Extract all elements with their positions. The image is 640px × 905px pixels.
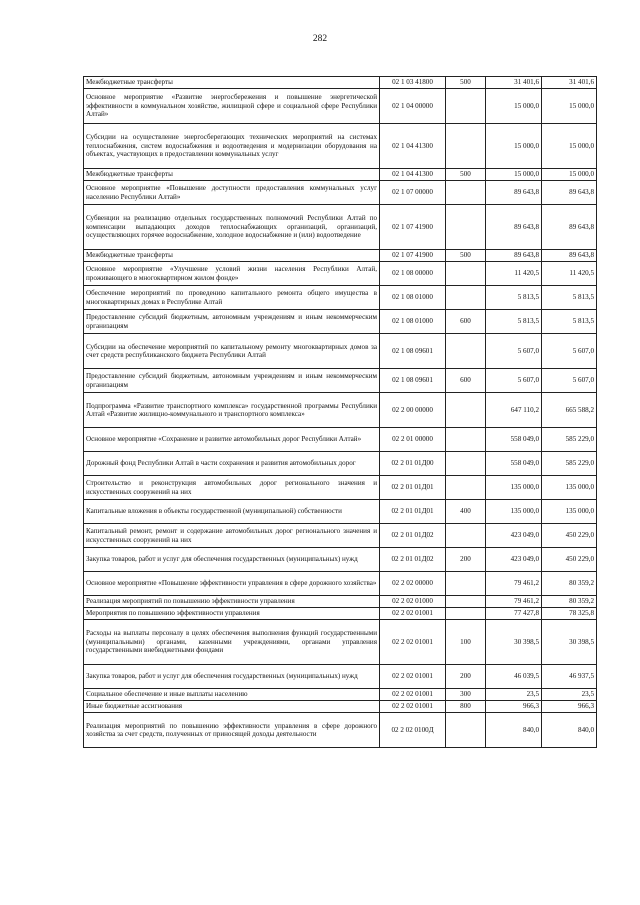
row-name-cell: Закупка товаров, работ и услуг для обеспечения государственных (муниципальных) нужд [84,665,380,689]
row-expense-type-cell: 600 [446,310,486,334]
table-row [84,181,597,205]
row-name-cell: Межбюджетные трансферты [84,77,380,89]
row-code-cell: 02 1 04 41300 [380,124,446,169]
row-amount-second-year-cell: 31 401,6 [542,77,597,89]
row-amount-second-year-cell: 89 643,8 [542,205,597,250]
table-row [84,713,597,748]
row-name-cell: Основное мероприятие «Развитие энергосбережения и повышение энергетической эффективности в коммунальном хозяйстве, жилищной сфере и социальной сфере Республики Алтай» [84,89,380,124]
row-expense-type-cell [446,124,486,169]
row-name-cell: Межбюджетные трансферты [84,169,380,181]
row-code-cell: 02 2 01 01Д02 [380,548,446,572]
row-code-cell: 02 1 04 00000 [380,89,446,124]
row-name-cell: Реализация мероприятий по повышению эффективности управления [84,596,380,608]
row-name-cell: Основное мероприятие «Повышение доступности предоставления коммунальных услуг населению Республики Алтай» [84,181,380,205]
row-amount-first-year-cell: 46 039,5 [486,665,542,689]
row-name-cell: Дорожный фонд Республики Алтай в части сохранения и развития автомобильных дорог [84,452,380,476]
row-code-cell: 02 1 04 41300 [380,169,446,181]
row-amount-first-year-cell: 15 000,0 [486,89,542,124]
budget-table-body [84,77,597,748]
row-name-cell: Социальное обеспечение и иные выплаты населению [84,689,380,701]
row-code-cell: 02 1 07 41900 [380,250,446,262]
row-name-cell: Основное мероприятие «Повышение эффективности управления в сфере дорожного хозяйства» [84,572,380,596]
table-row [84,310,597,334]
table-row [84,548,597,572]
row-expense-type-cell [446,181,486,205]
row-expense-type-cell: 500 [446,250,486,262]
row-name-cell: Предоставление субсидий бюджетным, автономным учреждениям и иным некоммерческим организациям [84,310,380,334]
table-row [84,572,597,596]
row-amount-first-year-cell: 15 000,0 [486,124,542,169]
row-amount-second-year-cell: 135 000,0 [542,476,597,500]
row-name-cell: Межбюджетные трансферты [84,250,380,262]
row-code-cell: 02 2 01 01Д01 [380,500,446,524]
row-code-cell: 02 2 00 00000 [380,393,446,428]
table-row [84,205,597,250]
row-amount-second-year-cell: 89 643,8 [542,181,597,205]
row-expense-type-cell [446,89,486,124]
table-row [84,369,597,393]
row-code-cell: 02 1 07 00000 [380,181,446,205]
table-row [84,89,597,124]
row-amount-second-year-cell: 23,5 [542,689,597,701]
row-expense-type-cell [446,334,486,369]
row-amount-first-year-cell: 89 643,8 [486,181,542,205]
table-row [84,286,597,310]
row-amount-second-year-cell: 585 229,0 [542,452,597,476]
row-code-cell: 02 1 08 01000 [380,286,446,310]
row-amount-first-year-cell: 31 401,6 [486,77,542,89]
row-amount-second-year-cell: 5 813,5 [542,286,597,310]
row-amount-first-year-cell: 423 049,0 [486,548,542,572]
row-amount-first-year-cell: 15 000,0 [486,169,542,181]
row-amount-first-year-cell: 89 643,8 [486,250,542,262]
row-name-cell: Предоставление субсидий бюджетным, автономным учреждениям и иным некоммерческим организациям [84,369,380,393]
row-amount-second-year-cell: 15 000,0 [542,89,597,124]
table-row [84,334,597,369]
row-code-cell: 02 2 02 01001 [380,620,446,665]
row-amount-first-year-cell: 647 110,2 [486,393,542,428]
row-code-cell: 02 1 08 01000 [380,310,446,334]
row-expense-type-cell: 200 [446,548,486,572]
table-row [84,250,597,262]
row-expense-type-cell: 500 [446,77,486,89]
row-code-cell: 02 2 01 01Д00 [380,452,446,476]
row-amount-first-year-cell: 423 049,0 [486,524,542,548]
row-name-cell: Капитальные вложения в объекты государственной (муниципальной) собственности [84,500,380,524]
row-expense-type-cell: 800 [446,701,486,713]
row-amount-second-year-cell: 80 359,2 [542,596,597,608]
row-amount-second-year-cell: 840,0 [542,713,597,748]
row-name-cell: Мероприятия по повышению эффективности управления [84,608,380,620]
row-code-cell: 02 2 01 00000 [380,428,446,452]
row-name-cell: Иные бюджетные ассигнования [84,701,380,713]
budget-table [83,76,597,748]
row-amount-second-year-cell: 5 813,5 [542,310,597,334]
row-amount-second-year-cell: 15 000,0 [542,124,597,169]
row-name-cell: Основное мероприятие «Сохранение и развитие автомобильных дорог Республики Алтай» [84,428,380,452]
row-amount-first-year-cell: 558 049,0 [486,452,542,476]
row-code-cell: 02 1 03 41800 [380,77,446,89]
row-code-cell: 02 1 08 09601 [380,369,446,393]
table-row [84,608,597,620]
row-code-cell: 02 1 08 00000 [380,262,446,286]
row-amount-first-year-cell: 5 813,5 [486,286,542,310]
row-amount-first-year-cell: 5 607,0 [486,369,542,393]
row-amount-second-year-cell: 135 000,0 [542,500,597,524]
row-amount-second-year-cell: 89 643,8 [542,250,597,262]
row-expense-type-cell: 500 [446,169,486,181]
row-amount-first-year-cell: 135 000,0 [486,476,542,500]
page-number: 282 [312,34,328,44]
table-row [84,262,597,286]
row-code-cell: 02 2 02 01001 [380,608,446,620]
table-row [84,689,597,701]
row-amount-first-year-cell: 23,5 [486,689,542,701]
row-amount-second-year-cell: 665 588,2 [542,393,597,428]
row-name-cell: Субсидии на осуществление энергосберегающих технических мероприятий на системах теплоснабжения, систем водоснабжения и водоотведения и модернизации оборудования на объектах, участвующих в предоставлении коммунальных услуг [84,124,380,169]
row-expense-type-cell: 600 [446,369,486,393]
row-code-cell: 02 1 07 41900 [380,205,446,250]
row-expense-type-cell [446,713,486,748]
row-amount-first-year-cell: 89 643,8 [486,205,542,250]
row-code-cell: 02 2 02 01001 [380,701,446,713]
row-code-cell: 02 2 01 01Д02 [380,524,446,548]
table-row [84,452,597,476]
row-name-cell: Расходы на выплаты персоналу в целях обеспечения выполнения функций государственными (муниципальными) органами, казенными учреждениями, органами управления государственными внебюджетными фондами [84,620,380,665]
row-expense-type-cell [446,572,486,596]
row-code-cell: 02 2 02 01001 [380,665,446,689]
row-amount-second-year-cell: 46 937,5 [542,665,597,689]
row-expense-type-cell [446,524,486,548]
row-amount-first-year-cell: 79 461,2 [486,596,542,608]
row-amount-first-year-cell: 11 420,5 [486,262,542,286]
row-expense-type-cell [446,262,486,286]
table-row [84,701,597,713]
row-amount-second-year-cell: 5 607,0 [542,334,597,369]
row-expense-type-cell: 100 [446,620,486,665]
table-row [84,524,597,548]
row-amount-second-year-cell: 78 325,8 [542,608,597,620]
table-row [84,665,597,689]
row-name-cell: Капитальный ремонт, ремонт и содержание автомобильных дорог регионального значения и искусственных сооружений на них [84,524,380,548]
row-expense-type-cell: 400 [446,500,486,524]
row-code-cell: 02 2 02 0100Д [380,713,446,748]
row-expense-type-cell [446,428,486,452]
table-row [84,77,597,89]
table-row [84,428,597,452]
row-amount-second-year-cell: 585 229,0 [542,428,597,452]
row-name-cell: Субсидии на обеспечение мероприятий по капитальному ремонту многоквартирных домов за счет средств республиканского бюджета Республики Алтай [84,334,380,369]
row-amount-second-year-cell: 966,3 [542,701,597,713]
row-code-cell: 02 2 02 01001 [380,689,446,701]
row-amount-first-year-cell: 558 049,0 [486,428,542,452]
table-row [84,124,597,169]
row-amount-first-year-cell: 79 461,2 [486,572,542,596]
row-code-cell: 02 1 08 09601 [380,334,446,369]
row-expense-type-cell [446,286,486,310]
row-amount-second-year-cell: 30 398,5 [542,620,597,665]
row-amount-second-year-cell: 80 359,2 [542,572,597,596]
table-row [84,393,597,428]
table-row [84,620,597,665]
row-amount-first-year-cell: 840,0 [486,713,542,748]
row-expense-type-cell [446,476,486,500]
table-row [84,596,597,608]
row-amount-first-year-cell: 5 607,0 [486,334,542,369]
row-amount-second-year-cell: 5 607,0 [542,369,597,393]
row-amount-first-year-cell: 135 000,0 [486,500,542,524]
table-row [84,500,597,524]
row-name-cell: Реализация мероприятий по повышению эффективности управления в сфере дорожного хозяйства за счет средств, полученных от приносящей доходы деятельности [84,713,380,748]
row-amount-first-year-cell: 5 813,5 [486,310,542,334]
row-expense-type-cell: 300 [446,689,486,701]
row-expense-type-cell [446,452,486,476]
row-expense-type-cell [446,393,486,428]
row-amount-first-year-cell: 77 427,8 [486,608,542,620]
row-amount-second-year-cell: 450 229,0 [542,524,597,548]
row-expense-type-cell [446,596,486,608]
row-code-cell: 02 2 01 01Д01 [380,476,446,500]
row-name-cell: Подпрограмма «Развитие транспортного комплекса» государственной программы Республики Алтай «Развитие жилищно-коммунального и транспортного комплекса» [84,393,380,428]
table-row [84,169,597,181]
row-code-cell: 02 2 02 01000 [380,596,446,608]
row-expense-type-cell: 200 [446,665,486,689]
row-expense-type-cell [446,608,486,620]
row-amount-second-year-cell: 450 229,0 [542,548,597,572]
row-code-cell: 02 2 02 00000 [380,572,446,596]
row-amount-first-year-cell: 30 398,5 [486,620,542,665]
row-name-cell: Субвенции на реализацию отдельных государственных полномочий Республики Алтай по компенсации выпадающих доходов теплоснабжающих организаций, организаций, осуществляющих горячее водоснабжение, холодное водоснабжение и (или) водоотведение [84,205,380,250]
row-amount-second-year-cell: 15 000,0 [542,169,597,181]
row-name-cell: Закупка товаров, работ и услуг для обеспечения государственных (муниципальных) нужд [84,548,380,572]
row-name-cell: Строительство и реконструкция автомобильных дорог регионального значения и искусственных сооружений на них [84,476,380,500]
row-name-cell: Основное мероприятие «Улучшение условий жизни населения Республики Алтай, проживающего в многоквартирном жилом фонде» [84,262,380,286]
table-row [84,476,597,500]
row-amount-second-year-cell: 11 420,5 [542,262,597,286]
row-expense-type-cell [446,205,486,250]
row-name-cell: Обеспечение мероприятий по проведению капитального ремонта общего имущества в многоквартирных домах в Республике Алтай [84,286,380,310]
row-amount-first-year-cell: 966,3 [486,701,542,713]
